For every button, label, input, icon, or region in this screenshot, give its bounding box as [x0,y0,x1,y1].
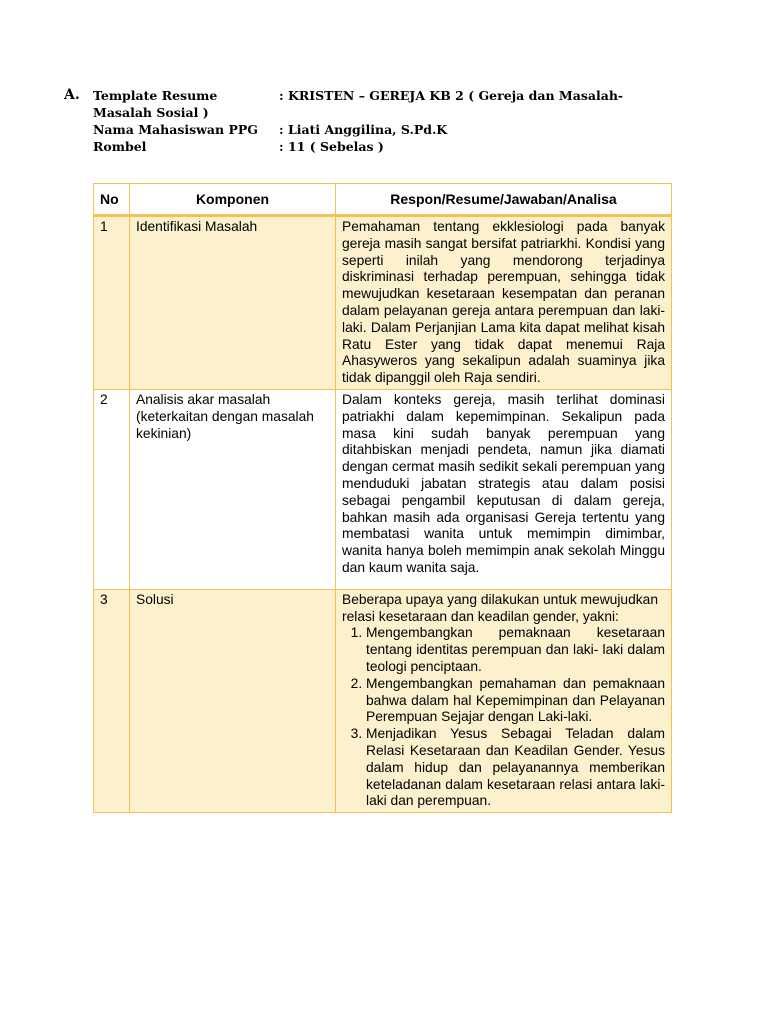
table-row [94,216,672,390]
table-row [94,389,672,589]
column-header-komponen: Komponen [130,184,336,216]
header-row-subtitle [64,104,664,121]
table-header-row [94,184,672,216]
solusi-list [342,625,665,810]
solusi-intro: Beberapa upaya yang dilakukan untuk mewujudkan relasi kesetaraan dan keadilan gender, yakni: [342,591,659,624]
header-value: : 11 ( Sebelas ) [279,139,384,154]
row-number: 1 [94,216,130,390]
list-item: 2. Mengembangkan pemahaman dan pemaknaan bahwa dalam hal Kepemimpinan dan Pelayanan Perempuan Sejajar dengan Laki-laki. [366,676,665,726]
resume-table [93,183,672,813]
header-row-rombel [64,138,664,155]
row-komponen: Solusi [130,589,336,812]
row-respon: Dalam konteks gereja, masih terlihat dominasi patriakhi dalam kepemimpinan. Sekalipun pada masa kini sudah banyak perempuan yang ditahbiskan menjadi pendeta, namun jika diamati dengan cermat masih sedikit sekali perempuan yang menduduki jabatan strategis atau dalam posisi sebagai pengambil keputusan di dalam gereja, bahkan masih ada organisasi Gereja tertentu yang membatasi wanita untuk memimpin dimimbar, wanita hanya boleh memimpin anak sekolah Minggu dan kaum wanita saja. [336,389,672,589]
list-item: 3. Menjadikan Yesus Sebagai Teladan dalam Relasi Kesetaraan dan Keadilan Gender. Yesus dalam hidup dan pelayanannya memberikan keteladanan dalam kesetaraan relasi antara laki-laki dan perempuan. [366,726,665,810]
row-komponen: Identifikasi Masalah [130,216,336,390]
column-header-respon: Respon/Resume/Jawaban/Analisa [336,184,672,216]
row-number: 3 [94,589,130,812]
row-number: 2 [94,389,130,589]
header-label: Rombel [93,139,147,154]
row-respon: Pemahaman tentang ekklesiologi pada banyak gereja masih sangat bersifat patriarkhi. Kondisi yang seperti inilah yang mendorong terjadinya diskriminasi terhadap perempuan, sehingga tidak mewujudkan kesetaraan kesempatan dan peranan dalam pelayanan gereja antara perempuan dan laki-laki. Dalam Perjanjian Lama kita dapat melihat kisah Ratu Ester yang tidak dapat menemui Raja Ahasyweros yang sekalipun adalah suaminya jika tidak dipanggil oleh Raja sendiri. [336,216,672,390]
header-label: Template Resume [93,88,218,103]
section-letter: A. [64,87,80,103]
row-komponen: Analisis akar masalah (keterkaitan dengan masalah kekinian) [130,389,336,589]
column-header-no: No [94,184,130,216]
table-row [94,589,672,812]
header-label: Masalah Sosial ) [93,105,209,120]
header-label: Nama Mahasiswan PPG [93,122,258,137]
list-item: 1. Mengembangkan pemaknaan kesetaraan tentang identitas perempuan dan laki- laki dalam teologi penciptaan. [366,625,665,675]
header-row-name [64,121,664,138]
header-value: : Liati Anggilina, S.Pd.K [279,122,448,137]
header-value: : KRISTEN – GEREJA KB 2 ( Gereja dan Masalah- [279,88,624,103]
row-respon [336,589,672,812]
header-row-template [64,87,664,104]
document-header [64,87,664,155]
